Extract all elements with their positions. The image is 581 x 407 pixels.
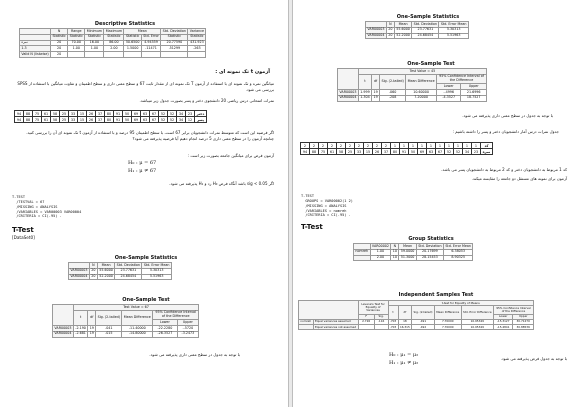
grid-cell: 2 bbox=[319, 143, 328, 149]
grid-cell: 2 bbox=[310, 143, 319, 149]
grid-cell: 25 bbox=[60, 117, 69, 123]
table-cell: .703 bbox=[389, 319, 397, 324]
table-header-cell: Lower bbox=[493, 314, 513, 319]
table-cell: 20.17699 bbox=[416, 249, 443, 255]
one-sample-test-table bbox=[337, 68, 487, 102]
row-label: VAR00004 bbox=[54, 331, 72, 336]
table-cell: 52.2000 bbox=[99, 274, 113, 279]
paragraph: کد 1 مربوط به دانشجویان دختر و کد 2 مربوط به دانشجویان پسر می باشد. bbox=[441, 167, 567, 172]
grid-cell: 1 bbox=[418, 143, 427, 149]
table-cell: 20 bbox=[51, 40, 68, 46]
table-cell: 5.51963 bbox=[439, 33, 468, 39]
group-stats-title: Group Statistics bbox=[408, 236, 454, 242]
table-header-cell: N bbox=[391, 244, 399, 250]
grid-cell: 2 bbox=[373, 143, 382, 149]
table-cell: 1.999 bbox=[360, 89, 370, 94]
table-cell: 1.00 bbox=[68, 46, 85, 52]
table-cell: 24.68454 bbox=[115, 274, 142, 280]
table-cell: -22.2280 bbox=[153, 326, 177, 332]
table-cell: 86.00 bbox=[104, 40, 124, 46]
table-cell: 4.94559 bbox=[141, 40, 160, 46]
table-cell bbox=[374, 325, 388, 330]
grid-cell: 34 bbox=[177, 111, 186, 117]
grid-row-label: کد bbox=[481, 143, 493, 149]
table-header-cell: Mean Difference bbox=[434, 306, 461, 320]
table-header-cell: Std. Error Mean bbox=[445, 243, 471, 248]
codes-scores-grid bbox=[300, 142, 493, 155]
ttest-heading: T-Test bbox=[301, 223, 323, 231]
table-cell: 20 bbox=[51, 46, 68, 52]
grid-cell: 61 bbox=[42, 111, 51, 117]
table-row bbox=[299, 325, 534, 330]
levene-header: Levene's Test for Equality of Variances bbox=[358, 301, 388, 315]
grid-cell: 25 bbox=[346, 149, 355, 155]
grid-cell: 2 bbox=[346, 143, 355, 149]
table-header-cell: t bbox=[388, 306, 398, 320]
row-label: VAR00004 bbox=[339, 95, 357, 100]
table-cell bbox=[358, 325, 374, 330]
grid-cell: 67 bbox=[150, 117, 159, 123]
grid-cell: 26 bbox=[373, 149, 382, 155]
spss-syntax: T-TEST /TESTVAL = 67 /MISSING = ANALYSIS /VARIABLES = VAR00003 VAR00004 /CRITERIA = CI(.95) . bbox=[12, 195, 82, 219]
table-cell: 19 bbox=[89, 331, 94, 336]
conclusion-text: با توجه به جدول فرض پذیرفته می شود. bbox=[500, 356, 567, 361]
descriptive-stats-title: Descriptive Statistics bbox=[94, 21, 156, 27]
table-header-cell: Maximum bbox=[105, 28, 123, 33]
grid-cell: 94 bbox=[15, 111, 24, 117]
grid-cell: 23 bbox=[472, 149, 481, 155]
table-cell: .208 bbox=[380, 95, 406, 101]
table-cell: .492 bbox=[412, 325, 435, 330]
table-header-cell: Sig. (2-tailed) bbox=[412, 306, 435, 320]
table-cell: 20 bbox=[388, 33, 393, 38]
table-cell: 51.3000 bbox=[400, 255, 415, 260]
grid-cell: 15 bbox=[78, 117, 87, 123]
table-cell: 7.70000 bbox=[434, 319, 461, 324]
one-sample-test-title: One-Sample Test bbox=[122, 297, 170, 303]
table-cell: 19 bbox=[373, 89, 378, 94]
table-cell: 5.30313 bbox=[439, 27, 468, 33]
row-label: VAR00003 bbox=[367, 27, 385, 32]
table-cell: 10 bbox=[392, 255, 397, 260]
table-cell: .11471 bbox=[141, 46, 160, 52]
one-sample-stats-title: One-Sample Statistics bbox=[396, 14, 460, 20]
row-label: nomreh bbox=[300, 319, 312, 324]
grid-cell: 26 bbox=[87, 111, 96, 117]
table-cell: 18 bbox=[398, 319, 412, 324]
section-heading: جدول نمرات درس آمار دانشجویان دختر و پسر را داشته باشیم : bbox=[452, 129, 559, 134]
grid-cell: 75 bbox=[33, 117, 42, 123]
table-cell: 5.30313 bbox=[142, 268, 171, 274]
table-row bbox=[366, 33, 469, 39]
table-subheader-cell: Statistic bbox=[188, 34, 206, 40]
table-cell: -3.2473 bbox=[177, 331, 199, 337]
table-header-cell: Variance bbox=[189, 28, 205, 33]
table-header-cell: Range bbox=[68, 29, 85, 35]
table-header-cell bbox=[338, 69, 359, 90]
grid-cell: 91 bbox=[114, 117, 123, 123]
grid-row-label: دختر bbox=[195, 111, 207, 117]
grid-cell: 63 bbox=[427, 149, 436, 155]
table-header-cell: Lower bbox=[153, 320, 177, 326]
table-header-cell: Std. Error Difference bbox=[461, 306, 493, 320]
grid-cell: 33 bbox=[69, 117, 78, 123]
group-stats-table bbox=[353, 243, 473, 261]
grid-cell: 12 bbox=[186, 117, 195, 123]
one-sample-stats-table bbox=[365, 21, 469, 39]
grid-cell: 69 bbox=[418, 149, 427, 155]
row-label bbox=[299, 325, 314, 330]
grid-cell: 23 bbox=[186, 111, 195, 117]
table-cell: 20 bbox=[91, 268, 96, 273]
table-cell: 52.2000 bbox=[396, 33, 410, 38]
grid-cell: 1 bbox=[472, 143, 481, 149]
table-cell: .51299 bbox=[161, 46, 188, 52]
grid-cell: 50 bbox=[123, 111, 132, 117]
table-cell: 16.00 bbox=[85, 40, 104, 46]
grid-cell: 26 bbox=[87, 117, 96, 123]
ttest-eq-header: t-test for Equality of Means bbox=[388, 301, 533, 306]
grid-cell: 1 bbox=[391, 143, 400, 149]
one-sample-stats-table bbox=[68, 262, 172, 280]
table-cell: 21.6996 bbox=[461, 90, 487, 96]
table-header-cell: N bbox=[51, 29, 68, 35]
grid-cell: 2 bbox=[355, 143, 364, 149]
ttest-heading: T-Test bbox=[12, 226, 34, 234]
table-header-cell: Mean Difference bbox=[122, 310, 153, 325]
grid-row-label: نمره bbox=[481, 149, 493, 155]
table-header-cell: Mean bbox=[399, 244, 416, 250]
table-cell: 2.00 bbox=[370, 255, 391, 261]
table-cell: 20 bbox=[388, 27, 393, 32]
ci-header: 95% Confidence Interval of the Difference bbox=[153, 310, 199, 319]
table-header-cell: Std. Deviation bbox=[116, 262, 141, 267]
grid-cell: 52 bbox=[168, 111, 177, 117]
table-header-cell: t bbox=[73, 310, 87, 325]
table-header-cell: N bbox=[386, 22, 394, 28]
table-cell: 1.304 bbox=[360, 95, 370, 100]
grid-cell: 1 bbox=[454, 143, 463, 149]
table-header-cell: Upper bbox=[461, 84, 487, 90]
document-page-left bbox=[0, 0, 289, 407]
row-label: Valid N (listwise) bbox=[21, 51, 49, 56]
table-header-cell: df bbox=[398, 306, 412, 320]
section-heading: آزمون t تک نمونه ای : bbox=[215, 69, 270, 75]
table-cell: -15.4841 bbox=[493, 325, 513, 330]
null-hypothesis: H₀ : μ₁ = μ₂ bbox=[389, 352, 419, 358]
grid-row-label: پسر bbox=[195, 117, 207, 123]
paragraph: نمرات امتحانی درس ریاضی 20 دانشجوی دختر و پسر بصورت جدول زیر میباشد. bbox=[139, 98, 274, 103]
table-header-cell: Std. Error Mean bbox=[440, 21, 467, 26]
table-header-cell: Std. Deviation bbox=[162, 28, 187, 33]
table-cell: -11.40000 bbox=[122, 326, 153, 332]
grid-cell: 33 bbox=[355, 149, 364, 155]
row-label: VAR00003 bbox=[339, 89, 357, 94]
table-header-cell: Sig. (2-tailed) bbox=[96, 310, 122, 325]
table-subheader-cell: Std. Error bbox=[143, 34, 159, 39]
conclusion-text: با توجه به جدول در سطح معنی داری پذیرفته می شود. bbox=[149, 352, 240, 357]
row-label bbox=[354, 255, 371, 261]
table-header-cell: Mean bbox=[124, 29, 161, 35]
table-header-cell: Mean Difference bbox=[406, 74, 437, 89]
table-cell: .041 bbox=[96, 326, 122, 332]
grid-cell: 58 bbox=[337, 149, 346, 155]
ci-header: 95% Confidence Interval of the Difference bbox=[493, 306, 533, 314]
paragraph: اگر sig < 0.05 باشد آنگاه فرض H₀ رد و H₁ پذیرفته می شود. bbox=[169, 181, 274, 186]
grid-cell: 94 bbox=[301, 149, 310, 155]
paragraph: اگر فرضیه این است که متوسط نمرات دانشجویان برابر 67 است، با سطح اطمینان 95 درصد و با استفاده از آزمون t تک نمونه ای آن را بررسی کنید. چنانچه آزمون را در سطح معنی داری 5 درصد انجام دهیم آیا فرضیه پذیرفته می شود؟ bbox=[26, 130, 274, 141]
table-row bbox=[53, 331, 199, 337]
table-cell: 20.77590 bbox=[161, 40, 188, 46]
one-sample-stats-title: One-Sample Statistics bbox=[114, 255, 178, 261]
row-label: nomreh bbox=[355, 249, 369, 254]
dataset-label: [DataSet0] bbox=[12, 235, 35, 240]
grid-cell: 52 bbox=[168, 117, 177, 123]
grid-cell: 58 bbox=[51, 117, 60, 123]
row-label: VAR00003 bbox=[70, 268, 88, 273]
table-subheader-cell: Statistic bbox=[104, 34, 124, 40]
independent-test-title: Independent Samples Test bbox=[398, 292, 474, 298]
table-cell: 10.95349 bbox=[461, 319, 493, 324]
test-value-header: Test Value = 45 bbox=[358, 69, 486, 75]
grid-cell: 50 bbox=[123, 117, 132, 123]
grid-cell: 88 bbox=[24, 111, 33, 117]
grid-cell: 63 bbox=[141, 117, 150, 123]
grid-cell: 37 bbox=[382, 149, 391, 155]
grid-cell: 15 bbox=[364, 149, 373, 155]
table-cell: 1.5000 bbox=[124, 46, 141, 52]
table-subheader-cell: Statistic bbox=[69, 34, 83, 39]
grid-cell: 80 bbox=[105, 117, 114, 123]
table-header-cell: Mean bbox=[394, 22, 411, 28]
grid-cell: 61 bbox=[328, 149, 337, 155]
table-header-cell: Std. Error Mean bbox=[143, 262, 170, 267]
table-cell: 1.00 bbox=[85, 46, 104, 52]
table-cell: -.5720 bbox=[177, 326, 199, 332]
table-cell: 24.68454 bbox=[412, 33, 439, 39]
table-cell: 10.60000 bbox=[406, 90, 437, 96]
table-cell: 8.90325 bbox=[443, 255, 472, 261]
grid-cell: 61 bbox=[42, 117, 51, 123]
scores-grid bbox=[14, 110, 207, 123]
grid-cell: 33 bbox=[69, 111, 78, 117]
table-cell: .015 bbox=[96, 331, 122, 337]
table-row bbox=[20, 52, 206, 58]
descriptive-stats-table bbox=[19, 28, 206, 58]
table-cell: .263 bbox=[188, 46, 206, 52]
paragraph: میانگین نمره و تک نمونه ای با استفاده از آزمون T تک نمونه ای از مقدار ثابت 67 و سطح معنی داری و سطح اطمینان و تفاوت میانگین با استفاده از SPSS بررسی می شود. bbox=[17, 81, 274, 92]
grid-cell: 1 bbox=[445, 143, 454, 149]
independent-test-table bbox=[298, 300, 534, 330]
table-cell: 55.6000 bbox=[396, 27, 410, 32]
table-cell: -2.190 bbox=[75, 325, 86, 330]
paragraph: آزمون فرض برای میانگین جامعه بصورت زیر است : bbox=[187, 153, 274, 158]
grid-cell: 1 bbox=[463, 143, 472, 149]
table-subheader-cell: Statistic bbox=[85, 34, 104, 40]
table-cell: -2.681 bbox=[75, 331, 86, 336]
grid-cell: 2 bbox=[382, 143, 391, 149]
grid-cell: 52 bbox=[445, 149, 454, 155]
paragraph: آزمون برای نمونه های مستقل دو جامعه را مقایسه میکند. bbox=[471, 176, 567, 181]
grid-cell: 63 bbox=[141, 111, 150, 117]
table-header-cell: df bbox=[88, 310, 96, 325]
table-header-cell: Sig. bbox=[374, 314, 388, 319]
grid-cell: 2 bbox=[364, 143, 373, 149]
row-label: Equal variances not assumed bbox=[314, 324, 357, 329]
grid-cell: 58 bbox=[51, 111, 60, 117]
document-page-right bbox=[292, 0, 581, 407]
grid-cell: 1 bbox=[400, 143, 409, 149]
table-cell: 1.00 bbox=[370, 249, 391, 255]
grid-row bbox=[15, 117, 207, 123]
table-header-cell: Upper bbox=[177, 320, 199, 326]
table-cell: 55.6000 bbox=[99, 268, 113, 273]
spss-syntax: T-TEST GROUPS = VAR00002(1 2) /MISSING = ANALYSIS /VARIABLES = nomreh /CRITERIA = CI(.95) . bbox=[301, 194, 353, 218]
table-cell: 7.70000 bbox=[434, 325, 461, 330]
conclusion-text: با توجه به جدول در سطح معنی داری پذیرفته می شود. bbox=[462, 113, 553, 118]
grid-cell: 80 bbox=[391, 149, 400, 155]
table-cell: 28.15453 bbox=[416, 255, 443, 261]
table-cell: 2.726 bbox=[358, 319, 374, 324]
table-cell: 30.88536 bbox=[513, 325, 533, 330]
grid-cell: 1 bbox=[427, 143, 436, 149]
table-header-cell: Mean bbox=[97, 263, 114, 269]
table-cell: 6.38053 bbox=[443, 249, 472, 255]
table-header-cell: N bbox=[89, 263, 97, 269]
grid-cell: 34 bbox=[463, 149, 472, 155]
table-cell: 23.77631 bbox=[115, 268, 142, 274]
table-header-cell: df bbox=[372, 74, 380, 89]
one-sample-test-title: One-Sample Test bbox=[407, 61, 455, 67]
grid-cell: 25 bbox=[60, 111, 69, 117]
one-sample-test-table bbox=[52, 304, 199, 338]
table-header-cell: VAR00002 bbox=[371, 243, 389, 248]
table-cell: 70.00 bbox=[68, 40, 85, 46]
grid-cell: 91 bbox=[114, 111, 123, 117]
grid-cell: 67 bbox=[436, 149, 445, 155]
table-cell: 5.51963 bbox=[142, 274, 171, 280]
grid-cell: 91 bbox=[400, 149, 409, 155]
grid-cell: 94 bbox=[15, 117, 24, 123]
row-label: نمره bbox=[20, 40, 51, 46]
table-header-cell: Std. Deviation bbox=[418, 243, 442, 248]
test-value-header: Test Value = 67 bbox=[73, 305, 198, 311]
grid-cell: 50 bbox=[409, 149, 418, 155]
table-cell: 23.77631 bbox=[412, 27, 439, 33]
table-cell: 18.7527 bbox=[461, 95, 487, 101]
table-subheader-cell: Statistic bbox=[52, 34, 66, 39]
table-subheader-cell: Statistic bbox=[124, 34, 141, 40]
row-label: VAR00003 bbox=[54, 325, 72, 330]
table-cell: .116 bbox=[374, 319, 388, 324]
grid-cell: 75 bbox=[33, 111, 42, 117]
table-cell: -.4996 bbox=[437, 90, 461, 96]
grid-cell: 80 bbox=[105, 111, 114, 117]
table-header-cell: Upper bbox=[513, 314, 533, 319]
table-cell: 30.71270 bbox=[513, 319, 533, 324]
grid-cell: 37 bbox=[96, 117, 105, 123]
table-cell: 10.95349 bbox=[461, 325, 493, 330]
table-cell: -15.3127 bbox=[493, 319, 513, 324]
grid-cell: 67 bbox=[150, 111, 159, 117]
table-row bbox=[69, 274, 172, 280]
table-header-cell: Sig. (2-tailed) bbox=[380, 74, 406, 89]
grid-cell: 37 bbox=[96, 111, 105, 117]
grid-cell: 2 bbox=[337, 143, 346, 149]
table-cell: .060 bbox=[380, 90, 406, 96]
table-header-cell bbox=[53, 305, 74, 326]
table-row bbox=[354, 255, 473, 261]
row-label: 1.3 bbox=[20, 46, 51, 52]
table-header-cell: Std. Deviation bbox=[413, 21, 438, 26]
grid-cell: 75 bbox=[319, 149, 328, 155]
alt-hypothesis: H₁ : μ₁ ≠ μ₂ bbox=[389, 360, 419, 366]
grid-cell: 88 bbox=[24, 117, 33, 123]
table-cell: -14.80000 bbox=[122, 331, 153, 337]
table-cell: 19 bbox=[373, 95, 378, 100]
table-subheader-cell: Statistic bbox=[161, 34, 188, 40]
grid-cell: 34 bbox=[177, 117, 186, 123]
table-header-cell: t bbox=[358, 74, 371, 89]
grid-cell: 52 bbox=[454, 149, 463, 155]
grid-cell: 1 bbox=[436, 143, 445, 149]
table-cell: .491 bbox=[412, 319, 435, 324]
grid-cell: 69 bbox=[132, 117, 141, 123]
table-cell: 10 bbox=[392, 249, 397, 254]
row-label: VAR00004 bbox=[70, 274, 88, 279]
table-cell: 16.315 bbox=[399, 324, 410, 329]
table-header-cell bbox=[299, 301, 359, 320]
grid-cell: 52 bbox=[159, 111, 168, 117]
table-cell: 20 bbox=[91, 274, 96, 279]
table-cell: 431.923 bbox=[188, 40, 206, 46]
ci-header: 95% Confidence Interval of the Difference bbox=[437, 74, 487, 83]
table-cell: -26.3527 bbox=[153, 331, 177, 337]
grid-cell: 15 bbox=[78, 111, 87, 117]
table-cell: 2.00 bbox=[104, 46, 124, 52]
table-cell: 19 bbox=[89, 325, 94, 330]
grid-row bbox=[301, 149, 493, 155]
table-header-cell: Minimum bbox=[86, 28, 103, 33]
row-label: VAR00004 bbox=[367, 33, 385, 38]
grid-cell: 88 bbox=[310, 149, 319, 155]
table-header-cell: Lower bbox=[437, 84, 461, 90]
table-cell: -4.3527 bbox=[437, 95, 461, 101]
grid-cell: 2 bbox=[328, 143, 337, 149]
row-label: Equal variances assumed bbox=[313, 319, 358, 324]
table-cell: 50.6500 bbox=[125, 40, 140, 45]
grid-cell: 1 bbox=[409, 143, 418, 149]
table-cell: .703 bbox=[389, 324, 397, 329]
alt-hypothesis: H₁ : μ ≠ 67 bbox=[128, 168, 157, 174]
table-header-cell: F bbox=[358, 314, 374, 319]
table-cell: 7.20000 bbox=[406, 95, 437, 101]
table-cell: 20 bbox=[51, 52, 68, 58]
null-hypothesis: H₀ : μ = 67 bbox=[128, 160, 157, 166]
grid-cell: 69 bbox=[132, 111, 141, 117]
table-row bbox=[338, 95, 487, 101]
grid-cell: 2 bbox=[301, 143, 310, 149]
grid-cell: 52 bbox=[159, 117, 168, 123]
table-cell: 59.0000 bbox=[400, 249, 415, 254]
